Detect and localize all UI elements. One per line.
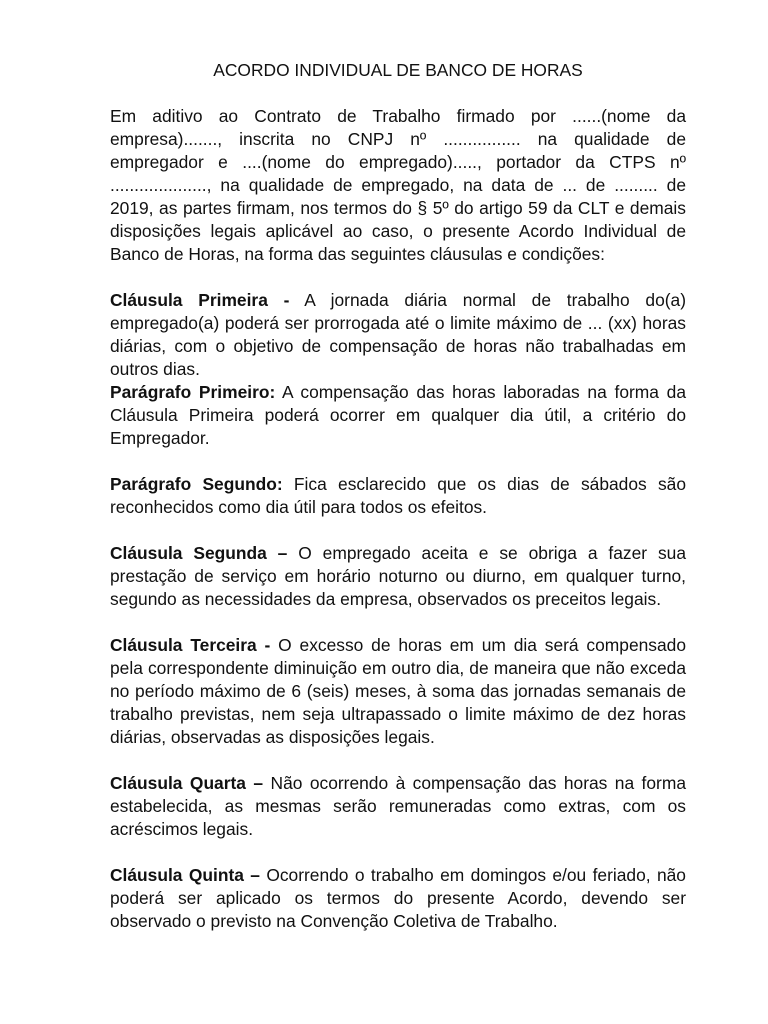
intro-paragraph [110, 105, 686, 266]
document-title: ACORDO INDIVIDUAL DE BANCO DE HORAS [213, 60, 583, 80]
clause-fifth-label: Cláusula Quinta – [110, 865, 260, 885]
paragraph-first-label: Parágrafo Primeiro: [110, 382, 276, 402]
paragraph-first [110, 381, 686, 450]
document-body [110, 59, 686, 933]
clause-third [110, 634, 686, 749]
clause-first-label: Cláusula Primeira - [110, 290, 290, 310]
paragraph-second-label: Parágrafo Segundo: [110, 474, 283, 494]
clause-third-text: O excesso de horas em um dia será compensado pela correspondente diminuição em outro dia, de maneira que não exceda no período máximo de 6 (seis) meses, à soma das jornadas semanais de trabalho previstas, nem seja ultrapassado o limite máximo de dez horas diárias, observadas as disposições legais. [110, 635, 686, 747]
clause-second-text: O empregado aceita e se obriga a fazer sua prestação de serviço em horário noturno ou diurno, em qualquer turno, segundo as necessidades da empresa, observados os preceitos legais. [110, 543, 686, 609]
clause-fifth [110, 864, 686, 933]
clause-fourth [110, 772, 686, 841]
clause-fourth-label: Cláusula Quarta – [110, 773, 264, 793]
clause-second [110, 542, 686, 611]
paragraph-first-text: A compensação das horas laboradas na forma da Cláusula Primeira poderá ocorrer em qualquer dia útil, a critério do Empregador. [110, 382, 687, 448]
paragraph-second-text: Fica esclarecido que os dias de sábados são reconhecidos como dia útil para todos os efeitos. [110, 474, 687, 517]
clause-fourth-text: Não ocorrendo à compensação das horas na forma estabelecida, as mesmas serão remuneradas como extras, com os acréscimos legais. [110, 773, 687, 839]
clause-first-text: A jornada diária normal de trabalho do(a) empregado(a) poderá ser prorrogada até o limite máximo de ... (xx) horas diárias, com o objetivo de compensação de horas não trabalhadas em outros dias. [110, 290, 686, 379]
clause-second-label: Cláusula Segunda – [110, 543, 288, 563]
clause-fifth-text: Ocorrendo o trabalho em domingos e/ou feriado, não poderá ser aplicado os termos do presente Acordo, devendo ser observado o previsto na Convenção Coletiva de Trabalho. [110, 865, 686, 931]
paragraph-second [110, 473, 686, 519]
clause-third-label: Cláusula Terceira - [110, 635, 271, 655]
clause-first [110, 289, 686, 381]
intro-text: Em aditivo ao Contrato de Trabalho firmado por ......(nome da empresa)......., inscrita no CNPJ nº ................ na qualidade de empregador e ....(nome do empregado)....., portador da CTPS nº ...................., na qualidade de empregado, na data de ... de ......... de 2019, as partes firmam, nos termos do § 5º do artigo 59 da CLT e demais disposições legais aplicável ao caso, o presente Acordo Individual de Banco de Horas, na forma das seguintes cláusulas e condições: [110, 106, 686, 264]
